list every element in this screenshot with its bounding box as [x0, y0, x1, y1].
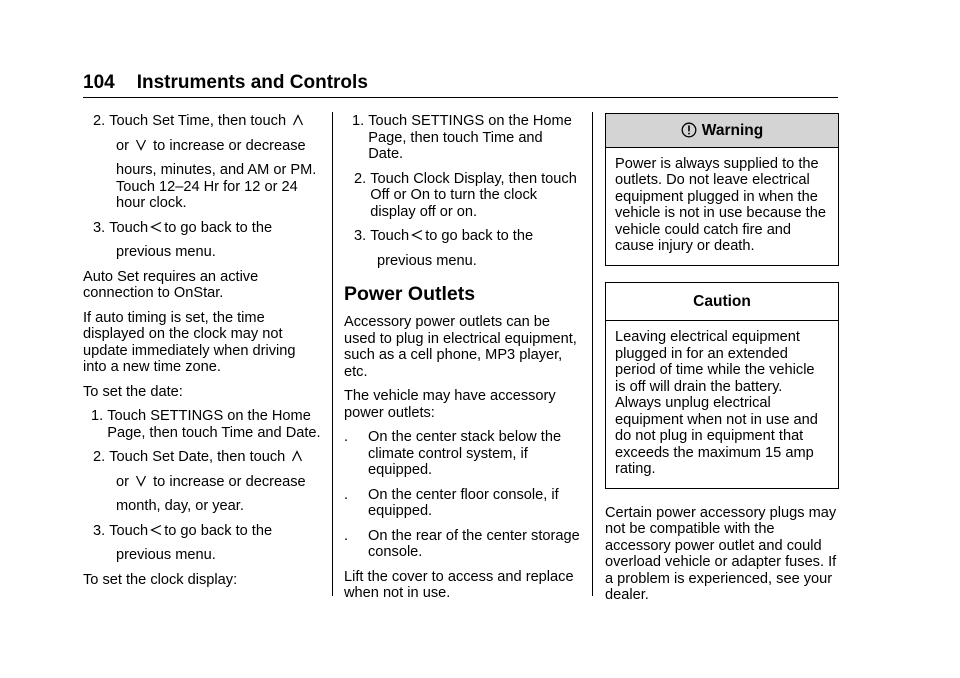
step-number: 2.	[93, 449, 110, 465]
column-divider-right	[592, 112, 593, 596]
paragraph: Lift the cover to access and replace when not in use.	[344, 568, 574, 601]
warning-title: Warning	[701, 122, 764, 139]
paragraph: If auto timing is set, the time displayed on the clock may not update immediately when driving into a new time zone.	[83, 309, 296, 375]
step-text: Touch Clock Display, then touch Off or On to turn the clock display off or on.	[370, 170, 577, 220]
down-chevron-icon	[135, 139, 147, 151]
time-step-2	[83, 113, 323, 130]
step-number: 1.	[352, 113, 369, 129]
caution-title: Caution	[693, 292, 751, 310]
paragraph: Accessory power outlets can be used to plug in electrical equipment, such as a cell phone, MP3 player, etc.	[344, 314, 577, 380]
page-header	[83, 72, 368, 94]
header-rule	[83, 97, 838, 98]
display-step-3	[344, 228, 580, 245]
paragraph: Auto Set requires an active connection to OnStar.	[83, 268, 259, 301]
bullet-text: On the rear of the center storage console.	[368, 527, 580, 560]
step-number: 3.	[93, 522, 110, 539]
step-text: month, day, or year.	[116, 498, 244, 514]
step-text: Touch Set Date, then touch	[109, 449, 286, 465]
or-text: or	[116, 137, 129, 154]
section-heading: Power Outlets	[344, 283, 476, 305]
step-number: 3.	[93, 219, 110, 236]
step-number: 3.	[354, 228, 371, 244]
bullet-mark: .	[344, 486, 349, 503]
step-text: previous menu.	[116, 547, 216, 563]
display-step-1	[344, 113, 580, 163]
warning-box	[605, 113, 839, 266]
step-text: Touch	[109, 522, 149, 539]
bullet-text: On the center floor console, if equipped.	[368, 486, 559, 519]
step-text: Touch Set Time, then touch	[109, 113, 287, 129]
paragraph: The vehicle may have accessory power outlets:	[344, 388, 556, 421]
display-step-2	[344, 171, 580, 221]
bullet-item	[344, 487, 580, 520]
back-chevron-icon	[150, 221, 162, 233]
column-1	[83, 113, 323, 596]
step-text: Touch SETTINGS on the Home Page, then touch Time and Date.	[107, 408, 321, 441]
step-text: to increase or decrease	[153, 137, 306, 154]
caution-box	[605, 282, 839, 489]
step-number: 1.	[91, 408, 108, 424]
page-number: 104	[83, 72, 115, 93]
step-text: to go back to the	[164, 219, 273, 236]
bullet-text: On the center stack below the climate control system, if equipped.	[368, 429, 562, 478]
section-title: Instruments and Controls	[136, 72, 368, 93]
step-text: to go back to the	[164, 522, 273, 539]
bullet-item	[344, 429, 580, 479]
step-text: to increase or decrease	[153, 473, 306, 490]
step-text: Touch	[370, 228, 410, 244]
down-chevron-icon	[135, 475, 147, 487]
time-step-3	[83, 220, 323, 237]
step-text: previous menu.	[377, 252, 477, 269]
warning-text: Power is always supplied to the outlets. Do not leave electrical equipment plugged in when the vehicle is not in use because the vehicle could catch fire and cause injury or death.	[615, 155, 826, 254]
paragraph: To set the clock display:	[83, 571, 238, 588]
step-text: Touch SETTINGS on the Home Page, then touch Time and Date.	[368, 113, 572, 162]
bullet-mark: .	[344, 429, 349, 445]
bullet-item	[344, 528, 580, 561]
back-chevron-icon	[150, 524, 162, 536]
bullet-mark: .	[344, 527, 349, 544]
column-2	[344, 113, 580, 610]
date-step-2	[83, 449, 323, 466]
step-text: Touch	[109, 219, 149, 236]
paragraph: To set the date:	[83, 383, 183, 400]
up-chevron-icon	[292, 114, 304, 126]
warning-icon	[681, 122, 697, 138]
paragraph: Certain power accessory plugs may not be compatible with the accessory power outlet and could overload vehicle or adapter fuses. If a problem is experienced, see your dealer.	[605, 504, 837, 603]
or-text: or	[116, 473, 129, 490]
step-number: 2.	[93, 113, 110, 129]
step-number: 2.	[354, 170, 371, 187]
date-step-3	[83, 523, 323, 540]
date-step-1	[83, 408, 323, 441]
step-text: hours, minutes, and AM or PM. Touch 12–24 Hr for 12 or 24 hour clock.	[116, 162, 317, 211]
column-3	[605, 113, 839, 612]
column-divider-left	[332, 112, 333, 596]
step-text: previous menu.	[116, 244, 216, 260]
warning-header	[606, 114, 838, 148]
caution-header	[606, 283, 838, 322]
step-text: to go back to the	[425, 228, 534, 244]
back-chevron-icon	[411, 229, 423, 241]
up-chevron-icon	[291, 450, 303, 462]
caution-text: Leaving electrical equipment plugged in for an extended period of time while the vehicle is off will drain the battery. Always unplug electrical equipment when not in use and do not plug in equipment that exceeds the maximum 15 amp rating.	[615, 329, 818, 477]
